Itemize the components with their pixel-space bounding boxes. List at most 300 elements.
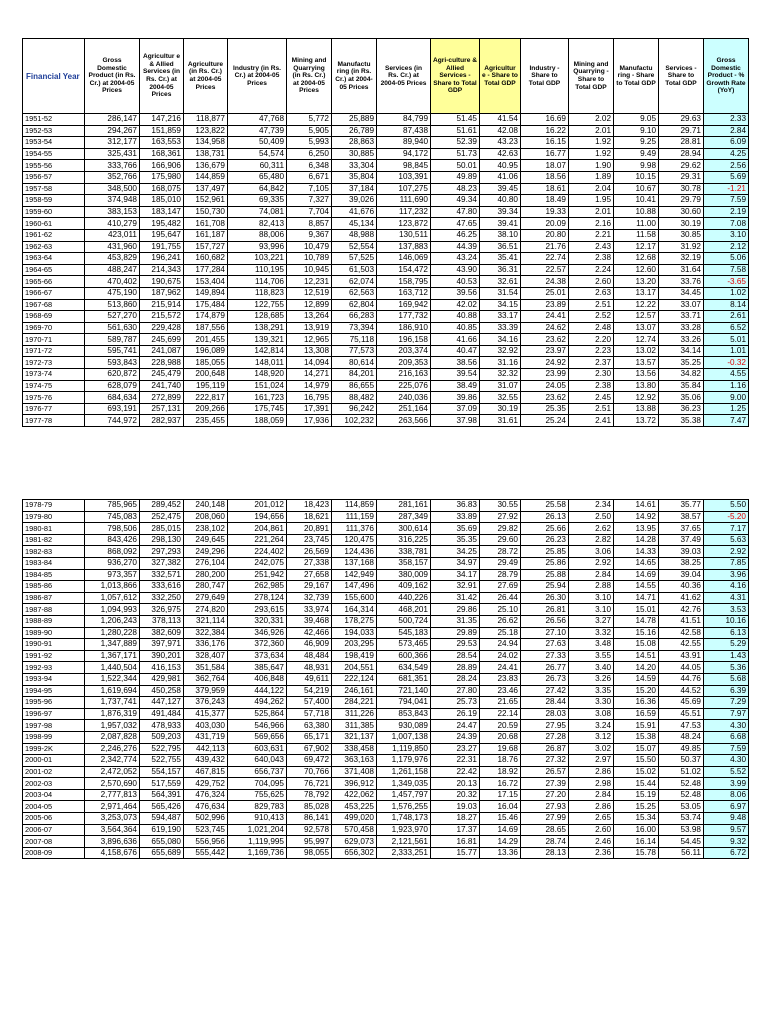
value-cell: 2.98	[569, 778, 614, 790]
value-cell: 279,649	[184, 592, 228, 604]
value-cell: 57,718	[287, 708, 332, 720]
value-cell: 169,942	[377, 299, 431, 311]
value-cell: 287,349	[377, 511, 431, 523]
value-cell: 29.62	[659, 160, 704, 172]
value-cell: 41,676	[332, 206, 377, 218]
value-cell: 35.38	[659, 415, 704, 427]
value-cell: 148,920	[228, 369, 287, 381]
value-cell: 27.92	[480, 511, 521, 523]
value-cell: 1,522,344	[85, 673, 140, 685]
year-cell: 1978-79	[23, 500, 85, 512]
value-cell: 38.10	[480, 229, 521, 241]
value-cell: 75,118	[332, 334, 377, 346]
value-cell: 42.58	[659, 627, 704, 639]
value-cell: 16.59	[614, 708, 659, 720]
value-cell: 16,795	[287, 392, 332, 404]
year-cell: 2000-01	[23, 755, 85, 767]
year-cell: 1989-90	[23, 627, 85, 639]
value-cell: 48,484	[287, 650, 332, 662]
value-cell: 1,119,850	[377, 743, 431, 755]
value-cell: 2,246,276	[85, 743, 140, 755]
value-cell: 2,472,052	[85, 766, 140, 778]
value-cell: 2,570,690	[85, 778, 140, 790]
value-cell: 215,572	[140, 311, 184, 323]
value-cell: 27.33	[521, 650, 569, 662]
value-cell: 28.65	[521, 824, 569, 836]
value-cell: 27.28	[521, 731, 569, 743]
value-cell: 118,823	[228, 287, 287, 299]
value-cell: 32.55	[480, 392, 521, 404]
value-cell: 5.69	[704, 171, 749, 183]
value-cell: 15.77	[431, 847, 480, 859]
header-mining-share: Mining and Quarrying - Share to Total GDP	[569, 39, 614, 114]
value-cell: 148,011	[228, 357, 287, 369]
table-row	[23, 813, 749, 825]
value-cell: 4,158,676	[85, 847, 140, 859]
value-cell: 28.72	[480, 546, 521, 558]
value-cell: 785,965	[85, 500, 140, 512]
value-cell: 27.69	[480, 581, 521, 593]
value-cell: 2.84	[569, 789, 614, 801]
value-cell: 245,699	[140, 334, 184, 346]
value-cell: 280,747	[184, 581, 228, 593]
value-cell: 3.10	[704, 229, 749, 241]
value-cell: 470,402	[85, 276, 140, 288]
value-cell: 2.23	[569, 345, 614, 357]
value-cell: 30.19	[659, 218, 704, 230]
table-row	[23, 708, 749, 720]
year-cell: 1959-60	[23, 206, 85, 218]
value-cell: 149,894	[184, 287, 228, 299]
value-cell: 87,438	[377, 125, 431, 137]
table-row	[23, 639, 749, 651]
value-cell: 14.92	[614, 511, 659, 523]
value-cell: 45.51	[659, 708, 704, 720]
value-cell: 25.01	[521, 287, 569, 299]
value-cell: 28.89	[431, 662, 480, 674]
value-cell: 33,304	[332, 160, 377, 172]
value-cell: 6,671	[287, 171, 332, 183]
value-cell: 50,409	[228, 137, 287, 149]
value-cell: 209,353	[377, 357, 431, 369]
value-cell: 11.00	[614, 218, 659, 230]
value-cell: 453,829	[85, 253, 140, 265]
value-cell: 415,377	[184, 708, 228, 720]
year-cell: 2008-09	[23, 847, 85, 859]
value-cell: 53.05	[659, 801, 704, 813]
value-cell: 422,062	[332, 789, 377, 801]
value-cell: 80,614	[332, 357, 377, 369]
value-cell: 175,484	[184, 299, 228, 311]
value-cell: 1,619,694	[85, 685, 140, 697]
value-cell: 429,752	[184, 778, 228, 790]
value-cell: 26.77	[521, 662, 569, 674]
value-cell: 40.88	[431, 311, 480, 323]
value-cell: 27.99	[521, 813, 569, 825]
value-cell: 98,845	[377, 160, 431, 172]
value-cell: 403,030	[184, 720, 228, 732]
value-cell: 185,010	[140, 195, 184, 207]
value-cell: 18.76	[480, 755, 521, 767]
value-cell: 3.30	[569, 697, 614, 709]
value-cell: 39.41	[480, 218, 521, 230]
table-body-1	[23, 114, 749, 427]
value-cell: 26.56	[521, 615, 569, 627]
value-cell: 2.21	[569, 229, 614, 241]
header-manufacturing: Manufactu ring (in Rs. Cr.) at 2004-05 Prices	[332, 39, 377, 114]
value-cell: 1,119,995	[228, 836, 287, 848]
value-cell: 3.26	[569, 673, 614, 685]
value-cell: 166,906	[140, 160, 184, 172]
value-cell: 40.85	[431, 322, 480, 334]
value-cell: 14.71	[614, 592, 659, 604]
value-cell: 29.89	[431, 627, 480, 639]
value-cell: 209,266	[184, 403, 228, 415]
value-cell: 18.61	[521, 183, 569, 195]
value-cell: 2,342,774	[85, 755, 140, 767]
value-cell: 3.35	[569, 685, 614, 697]
value-cell: 123,822	[184, 125, 228, 137]
value-cell: 14,979	[287, 380, 332, 392]
value-cell: 30.85	[659, 229, 704, 241]
value-cell: 1,179,976	[377, 755, 431, 767]
value-cell: 24.92	[521, 357, 569, 369]
value-cell: 48,931	[287, 662, 332, 674]
year-cell: 1983-84	[23, 558, 85, 570]
table-row	[23, 206, 749, 218]
value-cell: 7.08	[704, 218, 749, 230]
table-row	[23, 334, 749, 346]
value-cell: 222,124	[332, 673, 377, 685]
value-cell: 2.86	[569, 766, 614, 778]
value-cell: 13.20	[614, 276, 659, 288]
value-cell: 24.41	[480, 662, 521, 674]
value-cell: 628,079	[85, 380, 140, 392]
value-cell: 9.05	[614, 114, 659, 126]
value-cell: 10,789	[287, 253, 332, 265]
value-cell: 282,937	[140, 415, 184, 427]
gdp-table-part-2	[22, 499, 749, 859]
value-cell: 2.92	[569, 558, 614, 570]
value-cell: 28.81	[659, 137, 704, 149]
value-cell: 297,293	[140, 546, 184, 558]
year-cell: 1952-53	[23, 125, 85, 137]
value-cell: 684,634	[85, 392, 140, 404]
value-cell: 380,009	[377, 569, 431, 581]
year-cell: 1994-95	[23, 685, 85, 697]
value-cell: 33.39	[480, 322, 521, 334]
value-cell: 142,814	[228, 345, 287, 357]
value-cell: 1,013,866	[85, 581, 140, 593]
value-cell: 619,190	[140, 824, 184, 836]
value-cell: 500,724	[377, 615, 431, 627]
table-row	[23, 241, 749, 253]
value-cell: 281,161	[377, 500, 431, 512]
value-cell: 440,226	[377, 592, 431, 604]
value-cell: 545,183	[377, 627, 431, 639]
value-cell: 16.14	[614, 836, 659, 848]
year-cell: 1999-2K	[23, 743, 85, 755]
value-cell: 31.61	[480, 415, 521, 427]
value-cell: 23,745	[287, 534, 332, 546]
value-cell: 187,962	[140, 287, 184, 299]
value-cell: 24.39	[431, 731, 480, 743]
value-cell: 26.57	[521, 766, 569, 778]
value-cell: 5,772	[287, 114, 332, 126]
year-cell: 1986-87	[23, 592, 85, 604]
year-cell: 1981-82	[23, 534, 85, 546]
value-cell: 546,966	[228, 720, 287, 732]
value-cell: 2.37	[569, 357, 614, 369]
value-cell: 2.52	[569, 311, 614, 323]
value-cell: 1,094,993	[85, 604, 140, 616]
value-cell: 103,221	[228, 253, 287, 265]
value-cell: 114,859	[332, 500, 377, 512]
value-cell: 93,996	[228, 241, 287, 253]
value-cell: 191,755	[140, 241, 184, 253]
value-cell: 681,351	[377, 673, 431, 685]
value-cell: 263,566	[377, 415, 431, 427]
value-cell: 6.68	[704, 731, 749, 743]
year-cell: 1991-92	[23, 650, 85, 662]
value-cell: 7,704	[287, 206, 332, 218]
year-cell: 1962-63	[23, 241, 85, 253]
value-cell: 26.13	[521, 511, 569, 523]
value-cell: 13,308	[287, 345, 332, 357]
table-row	[23, 322, 749, 334]
value-cell: 22.42	[431, 766, 480, 778]
value-cell: 60,311	[228, 160, 287, 172]
table-row	[23, 847, 749, 859]
value-cell: 600,366	[377, 650, 431, 662]
table-row	[23, 766, 749, 778]
value-cell: 139,321	[228, 334, 287, 346]
value-cell: 32.19	[659, 253, 704, 265]
value-cell: 252,475	[140, 511, 184, 523]
value-cell: 14.61	[614, 500, 659, 512]
value-cell: 7.59	[704, 743, 749, 755]
value-cell: 251,164	[377, 403, 431, 415]
value-cell: 22.74	[521, 253, 569, 265]
value-cell: 62,074	[332, 276, 377, 288]
value-cell: 73,394	[332, 322, 377, 334]
value-cell: 147,216	[140, 114, 184, 126]
value-cell: 8.06	[704, 789, 749, 801]
value-cell: 320,331	[228, 615, 287, 627]
year-cell: 1965-66	[23, 276, 85, 288]
table-body-2	[23, 500, 749, 859]
value-cell: 52.48	[659, 778, 704, 790]
value-cell: 33.76	[659, 276, 704, 288]
value-cell: 2.86	[569, 801, 614, 813]
value-cell: 50.37	[659, 755, 704, 767]
value-cell: 44.39	[431, 241, 480, 253]
value-cell: 36.31	[480, 264, 521, 276]
value-cell: 26.81	[521, 604, 569, 616]
value-cell: 2.56	[704, 160, 749, 172]
value-cell: 37.65	[659, 523, 704, 535]
value-cell: 423,011	[85, 229, 140, 241]
header-services: Services (in Rs. Cr.) at 2004-05 Prices	[377, 39, 431, 114]
value-cell: 3.99	[704, 778, 749, 790]
value-cell: 67,902	[287, 743, 332, 755]
value-cell: 17,391	[287, 403, 332, 415]
gdp-table-part-1	[22, 38, 749, 427]
value-cell: 204,861	[228, 523, 287, 535]
year-cell: 1960-61	[23, 218, 85, 230]
value-cell: 57,400	[287, 697, 332, 709]
value-cell: 34.97	[431, 558, 480, 570]
value-cell: 2.34	[569, 500, 614, 512]
value-cell: 14.69	[480, 824, 521, 836]
value-cell: 39.45	[480, 183, 521, 195]
value-cell: 78,792	[287, 789, 332, 801]
value-cell: 27.20	[521, 789, 569, 801]
value-cell: 1,923,970	[377, 824, 431, 836]
value-cell: 491,484	[140, 708, 184, 720]
value-cell: 130,511	[377, 229, 431, 241]
header-gdp-growth: Gross Domestic Product - % Growth Rate (YoY)	[704, 39, 749, 114]
year-cell: 2003-04	[23, 789, 85, 801]
year-cell: 1980-81	[23, 523, 85, 535]
value-cell: 744,972	[85, 415, 140, 427]
value-cell: 183,147	[140, 206, 184, 218]
year-cell: 1990-91	[23, 639, 85, 651]
value-cell: 293,615	[228, 604, 287, 616]
value-cell: 41.06	[480, 171, 521, 183]
value-cell: 7.17	[704, 523, 749, 535]
value-cell: 18,423	[287, 500, 332, 512]
value-cell: 31.54	[480, 287, 521, 299]
value-cell: 22.31	[431, 755, 480, 767]
value-cell: 1,169,736	[228, 847, 287, 859]
year-cell: 1967-68	[23, 299, 85, 311]
value-cell: 4.30	[704, 755, 749, 767]
value-cell: 26.73	[521, 673, 569, 685]
value-cell: 382,609	[140, 627, 184, 639]
value-cell: 4.31	[704, 592, 749, 604]
value-cell: 312,177	[85, 137, 140, 149]
value-cell: 196,158	[377, 334, 431, 346]
value-cell: 42.76	[659, 604, 704, 616]
table-row	[23, 650, 749, 662]
value-cell: 85,028	[287, 801, 332, 813]
value-cell: 333,616	[140, 581, 184, 593]
value-cell: 3.02	[569, 743, 614, 755]
value-cell: 14.69	[614, 569, 659, 581]
value-cell: 285,015	[140, 523, 184, 535]
value-cell: 29.49	[480, 558, 521, 570]
value-cell: 3,896,636	[85, 836, 140, 848]
value-cell: 14.55	[614, 581, 659, 593]
value-cell: 122,755	[228, 299, 287, 311]
year-cell: 2004-05	[23, 801, 85, 813]
value-cell: 51.45	[431, 114, 480, 126]
value-cell: 9.48	[704, 813, 749, 825]
value-cell: 5,993	[287, 137, 332, 149]
value-cell: 27.80	[431, 685, 480, 697]
value-cell: 24.47	[431, 720, 480, 732]
value-cell: 134,958	[184, 137, 228, 149]
value-cell: 32,739	[287, 592, 332, 604]
value-cell: 338,458	[332, 743, 377, 755]
value-cell: 2.45	[569, 392, 614, 404]
value-cell: 9.57	[704, 824, 749, 836]
value-cell: 6.13	[704, 627, 749, 639]
value-cell: 28.79	[480, 569, 521, 581]
value-cell: 15.02	[614, 766, 659, 778]
value-cell: 136,679	[184, 160, 228, 172]
value-cell: 19.33	[521, 206, 569, 218]
value-cell: 569,656	[228, 731, 287, 743]
value-cell: 4.25	[704, 148, 749, 160]
value-cell: 65,480	[228, 171, 287, 183]
value-cell: 25.94	[521, 581, 569, 593]
year-cell: 1963-64	[23, 253, 85, 265]
value-cell: 3.08	[569, 708, 614, 720]
value-cell: 14,094	[287, 357, 332, 369]
value-cell: 28.13	[521, 847, 569, 859]
table-row	[23, 287, 749, 299]
value-cell: 14.78	[614, 615, 659, 627]
value-cell: 13.02	[614, 345, 659, 357]
value-cell: 201,012	[228, 500, 287, 512]
value-cell: 240,036	[377, 392, 431, 404]
value-cell: 27.95	[521, 720, 569, 732]
value-cell: 7.97	[704, 708, 749, 720]
year-cell: 1953-54	[23, 137, 85, 149]
value-cell: 216,163	[377, 369, 431, 381]
value-cell: 1,007,138	[377, 731, 431, 743]
value-cell: 53.74	[659, 813, 704, 825]
value-cell: 2.51	[569, 403, 614, 415]
value-cell: 84,799	[377, 114, 431, 126]
value-cell: 396,912	[332, 778, 377, 790]
value-cell: 1.95	[569, 195, 614, 207]
value-cell: 1.01	[704, 345, 749, 357]
value-cell: 20.09	[521, 218, 569, 230]
value-cell: 1,347,889	[85, 639, 140, 651]
value-cell: 66,283	[332, 311, 377, 323]
value-cell: 39.86	[431, 392, 480, 404]
value-cell: 15.44	[614, 778, 659, 790]
value-cell: 39.04	[659, 569, 704, 581]
table-row	[23, 685, 749, 697]
value-cell: 96,242	[332, 403, 377, 415]
value-cell: 9,367	[287, 229, 332, 241]
value-cell: 242,075	[228, 558, 287, 570]
value-cell: 203,295	[332, 639, 377, 651]
value-cell: 385,647	[228, 662, 287, 674]
value-cell: 187,556	[184, 322, 228, 334]
value-cell: 522,795	[140, 743, 184, 755]
value-cell: 358,157	[377, 558, 431, 570]
value-cell: 20.68	[480, 731, 521, 743]
value-cell: 1,576,255	[377, 801, 431, 813]
value-cell: 20,891	[287, 523, 332, 535]
value-cell: 409,162	[377, 581, 431, 593]
value-cell: 416,153	[140, 662, 184, 674]
value-cell: 16.77	[521, 148, 569, 160]
value-cell: 24.94	[480, 639, 521, 651]
value-cell: 7.29	[704, 697, 749, 709]
value-cell: 137,497	[184, 183, 228, 195]
value-cell: 161,187	[184, 229, 228, 241]
value-cell: 328,407	[184, 650, 228, 662]
value-cell: 447,127	[140, 697, 184, 709]
value-cell: 251,942	[228, 569, 287, 581]
value-cell: 25.66	[521, 523, 569, 535]
